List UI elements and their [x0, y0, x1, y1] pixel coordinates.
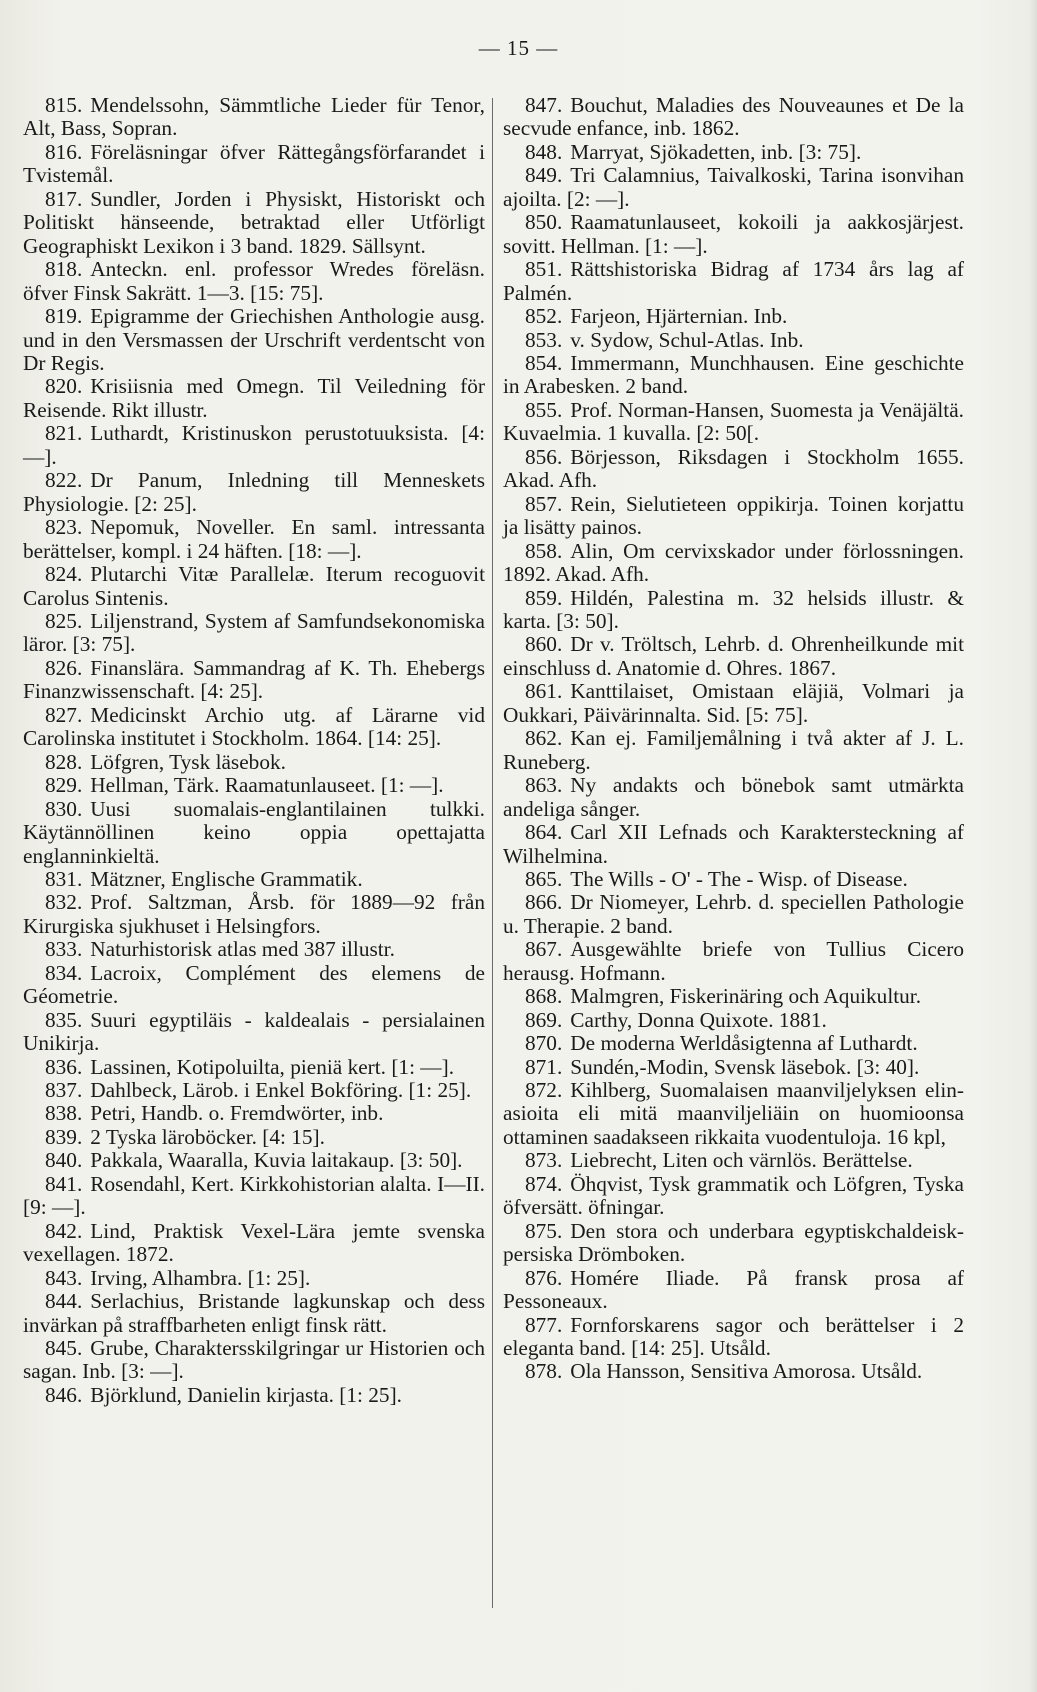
entry-text: Medicinskt Archio utg. af Lärarne vid Carolinska institutet i Stockholm. 1864. [14: 25].: [23, 702, 485, 751]
entry-text: Epigramme der Griechishen Anthologie ausg. und in den Versmassen der Urschrift verdentscht von Dr Regis.: [23, 304, 485, 375]
entry-text: Liebrecht, Liten och värnlös. Berättelse.: [570, 1148, 913, 1173]
entry-number: 826.: [45, 655, 83, 680]
entry-text: Lind, Praktisk Vexel-Lära jemte svenska vexellagen. 1872.: [23, 1218, 485, 1267]
entry-text: Mendelssohn, Sämmtliche Lieder für Tenor, Alt, Bass, Sopran.: [23, 93, 485, 141]
catalog-entry: [503, 891, 964, 938]
entry-text: Uusi suomalais-englantilainen tulkki. Käytännöllinen keino oppia opettajatta englanninkieltä.: [23, 796, 485, 868]
catalog-entry: [23, 141, 485, 188]
entry-number: 836.: [45, 1054, 83, 1079]
entry-number: 847.: [525, 93, 563, 117]
entry-text: Tri Calamnius, Taivalkoski, Tarina isonvihan ajoilta. [2: —].: [503, 163, 964, 211]
catalog-entry: [503, 446, 964, 493]
entry-number: 861.: [525, 679, 563, 704]
catalog-entry: [503, 211, 964, 258]
entry-text: Sundén,-Modin, Svensk läsebok. [3: 40].: [570, 1054, 920, 1079]
catalog-entry: [23, 1290, 485, 1337]
entry-text: v. Sydow, Schul-Atlas. Inb.: [570, 327, 804, 352]
entry-text: Finanslära. Sammandrag af K. Th. Ehebergs Finanzwissenschaft. [4: 25].: [23, 655, 485, 704]
entry-text: Ola Hansson, Sensitiva Amorosa. Utsåld.: [570, 1359, 923, 1384]
catalog-entry: [23, 657, 485, 704]
entry-text: Plutarchi Vitæ Parallelæ. Iterum recoguovit Carolus Sintenis.: [23, 562, 485, 610]
entry-text: Prof. Norman-Hansen, Suomesta ja Venäjältä. Kuvaelmia. 1 kuvalla. [2: 50[.: [503, 397, 964, 446]
entry-text: Dr v. Tröltsch, Lehrb. d. Ohrenheilkunde mit einschluss d. Anatomie d. Ohres. 1867.: [503, 632, 964, 680]
entry-number: 846.: [45, 1382, 83, 1407]
catalog-entry: [23, 1009, 485, 1056]
entry-number: 827.: [45, 702, 83, 727]
entry-number: 862.: [525, 726, 563, 751]
catalog-entry: [503, 938, 964, 985]
catalog-entry: [23, 610, 485, 657]
entry-text: 2 Tyska läroböcker. [4: 15].: [90, 1124, 325, 1149]
catalog-entry: [503, 141, 964, 164]
entry-text: Grube, Charaktersskilgringar ur Historien och sagan. Inb. [3: —].: [23, 1336, 485, 1384]
entry-text: Carl XII Lefnads och Karaktersteckning af Wilhelmina.: [503, 820, 964, 868]
entry-text: Ausgewählte briefe von Tullius Cicero herausg. Hofmann.: [503, 937, 964, 985]
catalog-entry: [23, 891, 485, 938]
catalog-entry: [23, 751, 485, 774]
entry-number: 871.: [525, 1054, 563, 1079]
entry-text: Malmgren, Fiskerinäring och Aquikultur.: [570, 984, 922, 1009]
entry-text: The Wills - O' - The - Wisp. of Disease.: [570, 866, 908, 891]
entry-number: 864.: [525, 820, 563, 845]
catalog-entry: [503, 1220, 964, 1267]
catalog-entry: [503, 821, 964, 868]
catalog-entry: [23, 422, 485, 469]
catalog-entry: [503, 540, 964, 587]
entry-text: Mätzner, Englische Grammatik.: [90, 866, 363, 891]
catalog-entry: [23, 1337, 485, 1384]
catalog-entry: [23, 1079, 485, 1102]
entry-text: Lassinen, Kotipoluilta, pieniä kert. [1: —].: [90, 1054, 455, 1079]
catalog-entry: [503, 1149, 964, 1172]
entry-text: Fornforskarens sagor och berättelser i 2 eleganta band. [14: 25]. Utsåld.: [503, 1312, 964, 1361]
entry-text: Carthy, Donna Quixote. 1881.: [570, 1007, 827, 1032]
entry-text: Homére Iliade. På fransk prosa af Pessoneaux.: [503, 1265, 964, 1314]
entry-number: 823.: [45, 515, 83, 540]
entry-number: 867.: [525, 937, 563, 962]
catalog-entry: [503, 94, 964, 141]
catalog-entry: [23, 868, 485, 891]
entry-number: 822.: [45, 468, 83, 493]
entry-number: 856.: [525, 444, 563, 469]
catalog-entry: [503, 493, 964, 540]
catalog-entry: [23, 1102, 485, 1125]
entry-number: 842.: [45, 1218, 83, 1243]
catalog-entry: [503, 633, 964, 680]
entry-text: Rättshistoriska Bidrag af 1734 års lag af Palmén.: [503, 257, 964, 305]
catalog-entry: [503, 164, 964, 211]
entry-number: 831.: [45, 866, 83, 891]
entry-text: Marryat, Sjökadetten, inb. [3: 75].: [570, 139, 862, 164]
catalog-entry: [23, 94, 485, 141]
entry-text: Bouchut, Maladies des Nouveaunes et De la secvude enfance, inb. 1862.: [503, 93, 964, 141]
catalog-entry: [503, 727, 964, 774]
left-column: [23, 94, 485, 1407]
entry-number: 863.: [525, 773, 563, 798]
catalog-entry: [503, 985, 964, 1008]
catalog-entry: [503, 1267, 964, 1314]
catalog-entry: [23, 1056, 485, 1079]
entry-text: Hellman, Tärk. Raamatunlauseet. [1: —].: [90, 773, 444, 798]
catalog-entry: [23, 469, 485, 516]
catalog-entry: [503, 868, 964, 891]
entry-text: Rein, Sielutieteen oppikirja. Toinen korjattu ja lisätty painos.: [503, 491, 964, 540]
entry-text: Nepomuk, Noveller. En saml. intressanta berättelser, kompl. i 24 häften. [18: —].: [23, 515, 485, 563]
entry-text: Dr Niomeyer, Lehrb. d. speciellen Pathologie u. Therapie. 2 band.: [503, 890, 964, 938]
entry-number: 828.: [45, 749, 83, 774]
entry-number: 816.: [45, 139, 83, 164]
entry-number: 845.: [45, 1336, 83, 1361]
catalog-entry: [503, 1009, 964, 1032]
entry-number: 844.: [45, 1289, 83, 1314]
entry-number: 843.: [45, 1265, 83, 1290]
entry-text: Krisiisnia med Omegn. Til Veiledning för Reisende. Rikt illustr.: [23, 374, 485, 422]
entry-number: 869.: [525, 1007, 563, 1032]
entry-number: 875.: [525, 1218, 563, 1243]
entry-number: 854.: [525, 350, 563, 375]
entry-number: 860.: [525, 632, 563, 657]
entry-number: 852.: [525, 304, 563, 329]
catalog-entry: [503, 1079, 964, 1149]
entry-number: 859.: [525, 585, 563, 610]
entry-number: 865.: [525, 866, 563, 891]
entry-text: Luthardt, Kristinuskon perustotuuksista. [4: —].: [23, 421, 485, 469]
entry-number: 874.: [525, 1171, 563, 1196]
catalog-entry: [503, 329, 964, 352]
entry-text: Björklund, Danielin kirjasta. [1: 25].: [90, 1382, 402, 1407]
entry-number: 858.: [525, 538, 563, 563]
entry-text: Rosendahl, Kert. Kirkkohistorian alalta. I—II. [9: —].: [23, 1171, 485, 1220]
entry-number: 849.: [525, 163, 563, 188]
entry-text: Serlachius, Bristande lagkunskap och dess invärkan på straffbarheten enligt finsk rätt.: [23, 1289, 485, 1337]
catalog-entry: [503, 1360, 964, 1383]
column-divider: [492, 98, 493, 1608]
entry-number: 829.: [45, 773, 83, 798]
catalog-entry: [503, 352, 964, 399]
entry-number: 851.: [525, 257, 563, 282]
entry-text: Den stora och underbara egyptiskchaldeisk-persiska Drömboken.: [503, 1218, 964, 1267]
entry-number: 820.: [45, 374, 83, 399]
entry-text: De moderna Werldåsigtenna af Luthardt.: [570, 1031, 918, 1056]
entry-text: Anteckn. enl. professor Wredes föreläsn. öfver Finsk Sakrätt. 1—3. [15: 75].: [23, 257, 485, 305]
entry-text: Föreläsningar öfver Rättegångsförfarandet i Tvistemål.: [23, 139, 485, 188]
entry-number: 830.: [45, 796, 83, 821]
entry-number: 877.: [525, 1312, 563, 1337]
entry-text: Hildén, Palestina m. 32 helsids illustr. & karta. [3: 50].: [503, 585, 964, 633]
entry-number: 878.: [525, 1359, 563, 1384]
catalog-entry: [23, 798, 485, 868]
catalog-entry: [503, 680, 964, 727]
entry-number: 855.: [525, 397, 563, 422]
catalog-entry: [503, 1314, 964, 1361]
entry-number: 817.: [45, 186, 83, 211]
entry-number: 873.: [525, 1148, 563, 1173]
catalog-entry: [23, 188, 485, 258]
entry-number: 868.: [525, 984, 563, 1009]
entry-number: 866.: [525, 890, 563, 915]
entry-text: Pakkala, Waaralla, Kuvia laitakaup. [3: 50].: [90, 1148, 463, 1173]
entry-text: Löfgren, Tysk läsebok.: [90, 749, 286, 774]
catalog-entry: [23, 258, 485, 305]
entry-number: 870.: [525, 1031, 563, 1056]
entry-number: 848.: [525, 139, 563, 164]
entry-number: 876.: [525, 1265, 563, 1290]
entry-text: Öhqvist, Tysk grammatik och Löfgren, Tyska öfversätt. öfningar.: [503, 1171, 964, 1220]
entry-number: 839.: [45, 1124, 83, 1149]
catalog-entry: [503, 305, 964, 328]
catalog-entry: [23, 1149, 485, 1172]
entry-text: Lacroix, Complément des elemens de Géometrie.: [23, 960, 485, 1009]
entry-text: Ny andakts och bönebok samt utmärkta andeliga sånger.: [503, 773, 964, 821]
entry-number: 853.: [525, 327, 563, 352]
entry-number: 841.: [45, 1171, 83, 1196]
catalog-entry: [23, 704, 485, 751]
entry-number: 837.: [45, 1078, 83, 1103]
catalog-entry: [23, 375, 485, 422]
catalog-entry: [23, 305, 485, 375]
entry-number: 818.: [45, 257, 83, 282]
entry-text: Liljenstrand, System af Samfundsekonomiska läror. [3: 75].: [23, 608, 485, 657]
entry-number: 872.: [525, 1078, 563, 1103]
entry-text: Farjeon, Hjärternian. Inb.: [570, 304, 788, 329]
catalog-entry: [503, 1032, 964, 1055]
entry-number: 824.: [45, 562, 83, 587]
entry-text: Kan ej. Familjemålning i två akter af J. L. Runeberg.: [503, 726, 964, 774]
entry-number: 850.: [525, 210, 563, 235]
entry-number: 835.: [45, 1007, 83, 1032]
catalog-entry: [23, 1126, 485, 1149]
right-column: [503, 94, 964, 1384]
entry-number: 815.: [45, 93, 83, 117]
entry-number: 840.: [45, 1148, 83, 1173]
catalog-entry: [503, 587, 964, 634]
entry-number: 819.: [45, 304, 83, 329]
catalog-entry: [503, 399, 964, 446]
catalog-entry: [503, 258, 964, 305]
entry-number: 838.: [45, 1101, 83, 1126]
entry-number: 821.: [45, 421, 83, 446]
catalog-entry: [503, 1173, 964, 1220]
catalog-entry: [23, 938, 485, 961]
entry-text: Börjesson, Riksdagen i Stockholm 1655. Akad. Afh.: [503, 444, 964, 493]
catalog-entry: [23, 1173, 485, 1220]
entry-text: Dr Panum, Inledning till Menneskets Physiologie. [2: 25].: [23, 468, 485, 516]
entry-text: Kanttilaiset, Omistaan eläjiä, Volmari ja Oukkari, Päivärinnalta. Sid. [5: 75].: [503, 679, 964, 727]
catalog-entry: [503, 1056, 964, 1079]
entry-number: 825.: [45, 608, 83, 633]
entry-text: Immermann, Munchhausen. Eine geschichte in Arabesken. 2 band.: [503, 350, 964, 399]
entry-text: Sundler, Jorden i Physiskt, Historiskt och Politiskt hänseende, betraktad eller Utförligt Geographiskt Lexikon i 3 band. 1829. Sällsynt.: [23, 186, 485, 258]
entry-number: 832.: [45, 890, 83, 915]
entry-number: 833.: [45, 937, 83, 962]
catalog-entry: [23, 774, 485, 797]
catalog-entry: [503, 774, 964, 821]
entry-number: 857.: [525, 491, 563, 516]
page-number: — 15 —: [478, 36, 559, 60]
catalog-entry: [23, 563, 485, 610]
entry-text: Kihlberg, Suomalaisen maanviljelyksen elin-asioita eli mitä maanviljeliäin on huomioonsa ottaminen saadakseen rikkaita vuodentuloja. 16 kpl,: [503, 1078, 964, 1149]
catalog-entry: [23, 1220, 485, 1267]
entry-number: 834.: [45, 960, 83, 985]
entry-text: Irving, Alhambra. [1: 25].: [90, 1265, 311, 1290]
catalog-entry: [23, 1267, 485, 1290]
entry-text: Petri, Handb. o. Fremdwörter, inb.: [90, 1101, 384, 1126]
catalog-entry: [23, 1384, 485, 1407]
catalog-entry: [23, 962, 485, 1009]
entry-text: Prof. Saltzman, Årsb. för 1889—92 från Kirurgiska sjukhuset i Helsingfors.: [23, 890, 485, 938]
entry-text: Suuri egyptiläis - kaldealais - persialainen Unikirja.: [23, 1007, 485, 1056]
entry-text: Naturhistorisk atlas med 387 illustr.: [90, 937, 395, 962]
page-edge-shadow: [1029, 0, 1037, 1692]
entry-text: Raamatunlauseet, kokoili ja aakkosjärjest. sovitt. Hellman. [1: —].: [503, 210, 964, 258]
catalog-entry: [23, 516, 485, 563]
entry-text: Alin, Om cervixskador under förlossningen. 1892. Akad. Afh.: [503, 538, 964, 587]
entry-text: Dahlbeck, Lärob. i Enkel Bokföring. [1: 25].: [90, 1078, 472, 1103]
